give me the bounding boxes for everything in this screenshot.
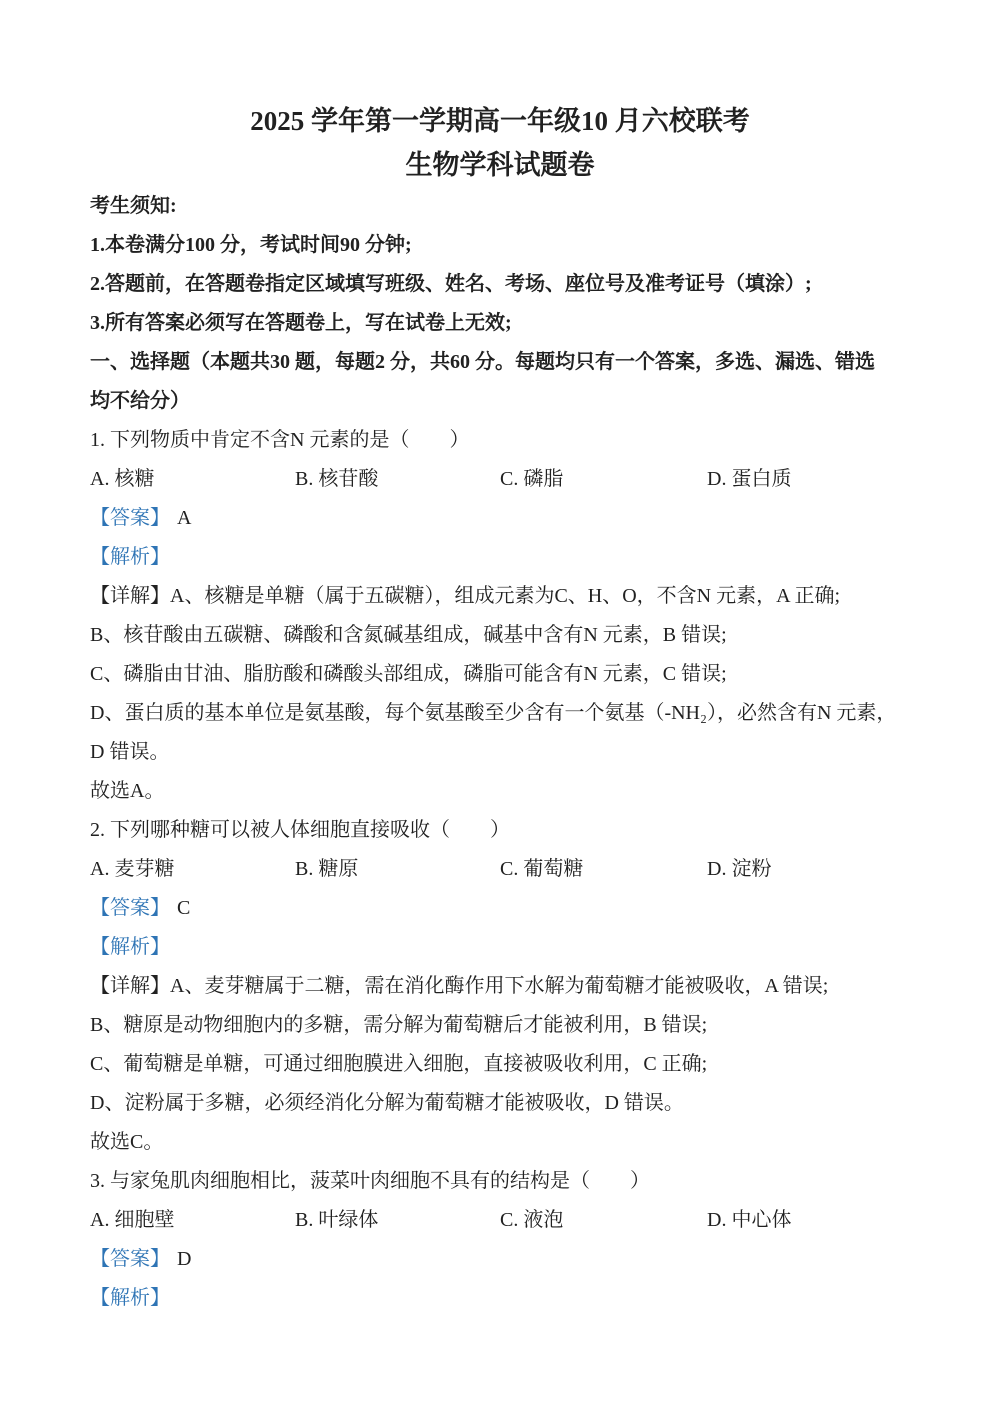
question-2-option-c: C. 葡萄糖 bbox=[500, 858, 584, 880]
question-1-options bbox=[90, 460, 910, 499]
exam-subtitle: 生物学科试题卷 bbox=[405, 150, 595, 180]
question-2-option-a: A. 麦芽糖 bbox=[90, 858, 175, 880]
question-1-option-a: A. 核糖 bbox=[90, 468, 155, 490]
notice-item-3: 3.所有答案必须写在答题卷上，写在试卷上无效; bbox=[90, 312, 512, 334]
question-2-detail-c: C、葡萄糖是单糖，可通过细胞膜进入细胞，直接被吸收利用，C 正确; bbox=[90, 1053, 708, 1075]
question-2-option-b: B. 糖原 bbox=[295, 858, 359, 880]
notice-item-2: 2.答题前，在答题卷指定区域填写班级、姓名、考场、座位号及准考证号（填涂）; bbox=[90, 273, 812, 295]
question-1-conclusion: 故选A。 bbox=[90, 780, 165, 802]
question-2-detail-d: D、淀粉属于多糖，必须经消化分解为葡萄糖才能被吸收，D 错误。 bbox=[90, 1092, 684, 1114]
question-2-conclusion: 故选C。 bbox=[90, 1131, 164, 1153]
question-3-option-a: A. 细胞壁 bbox=[90, 1209, 175, 1231]
question-2-stem: 2. 下列哪种糖可以被人体细胞直接吸收（ ） bbox=[90, 819, 510, 841]
question-1-analysis-marker: 【解析】 bbox=[90, 546, 170, 568]
question-3-stem: 3. 与家兔肌肉细胞相比，菠菜叶肉细胞不具有的结构是（ ） bbox=[90, 1170, 650, 1192]
question-1-option-d: D. 蛋白质 bbox=[707, 468, 792, 490]
section-heading bbox=[90, 343, 910, 421]
question-2-detail-b: B、糖原是动物细胞内的多糖，需分解为葡萄糖后才能被利用，B 错误; bbox=[90, 1014, 708, 1036]
question-2-answer-line bbox=[90, 889, 910, 928]
question-3 bbox=[90, 1162, 910, 1318]
section-heading-line-1: 一、选择题（本题共30 题，每题2 分，共60 分。每题均只有一个答案，多选、漏选、错选 bbox=[90, 351, 875, 373]
question-2-options bbox=[90, 850, 910, 889]
question-1-detail-c: C、磷脂由甘油、脂肪酸和磷酸头部组成，磷脂可能含有N 元素，C 错误; bbox=[90, 663, 727, 685]
question-1-stem: 1. 下列物质中肯定不含N 元素的是（ ） bbox=[90, 429, 470, 451]
answer-marker: 【答案】 bbox=[90, 507, 170, 529]
answer-value: D bbox=[177, 1248, 192, 1270]
question-3-options bbox=[90, 1201, 910, 1240]
question-3-answer-line bbox=[90, 1240, 910, 1279]
question-1 bbox=[90, 421, 910, 811]
notice-heading: 考生须知: bbox=[90, 195, 177, 217]
question-3-option-d: D. 中心体 bbox=[707, 1209, 792, 1231]
question-1-answer-line bbox=[90, 499, 910, 538]
notice-item-1: 1.本卷满分100 分，考试时间90 分钟; bbox=[90, 234, 412, 256]
question-3-option-c: C. 液泡 bbox=[500, 1209, 564, 1231]
answer-marker: 【答案】 bbox=[90, 897, 170, 919]
question-3-analysis-marker: 【解析】 bbox=[90, 1287, 170, 1309]
question-1-detail-a: 【详解】A、核糖是单糖（属于五碳糖），组成元素为C、H、O，不含N 元素，A 正确; bbox=[90, 585, 841, 607]
question-1-detail-d: D、蛋白质的基本单位是氨基酸，每个氨基酸至少含有一个氨基（-NH₂），必然含有N 元素，D 错误。 bbox=[90, 702, 897, 763]
answer-value: C bbox=[177, 897, 191, 919]
question-2 bbox=[90, 811, 910, 1162]
section-heading-line-2: 均不给分） bbox=[90, 390, 190, 412]
question-2-analysis-marker: 【解析】 bbox=[90, 936, 170, 958]
exam-title: 2025 学年第一学期高一年级10 月六校联考 bbox=[250, 106, 750, 136]
answer-marker: 【答案】 bbox=[90, 1248, 170, 1270]
question-1-detail-b: B、核苷酸由五碳糖、磷酸和含氮碱基组成，碱基中含有N 元素，B 错误; bbox=[90, 624, 727, 646]
answer-value: A bbox=[177, 507, 192, 529]
question-1-option-b: B. 核苷酸 bbox=[295, 468, 379, 490]
question-2-detail-a: 【详解】A、麦芽糖属于二糖，需在消化酶作用下水解为葡萄糖才能被吸收，A 错误; bbox=[90, 975, 829, 997]
question-2-option-d: D. 淀粉 bbox=[707, 858, 772, 880]
question-3-option-b: B. 叶绿体 bbox=[295, 1209, 379, 1231]
question-1-option-c: C. 磷脂 bbox=[500, 468, 564, 490]
